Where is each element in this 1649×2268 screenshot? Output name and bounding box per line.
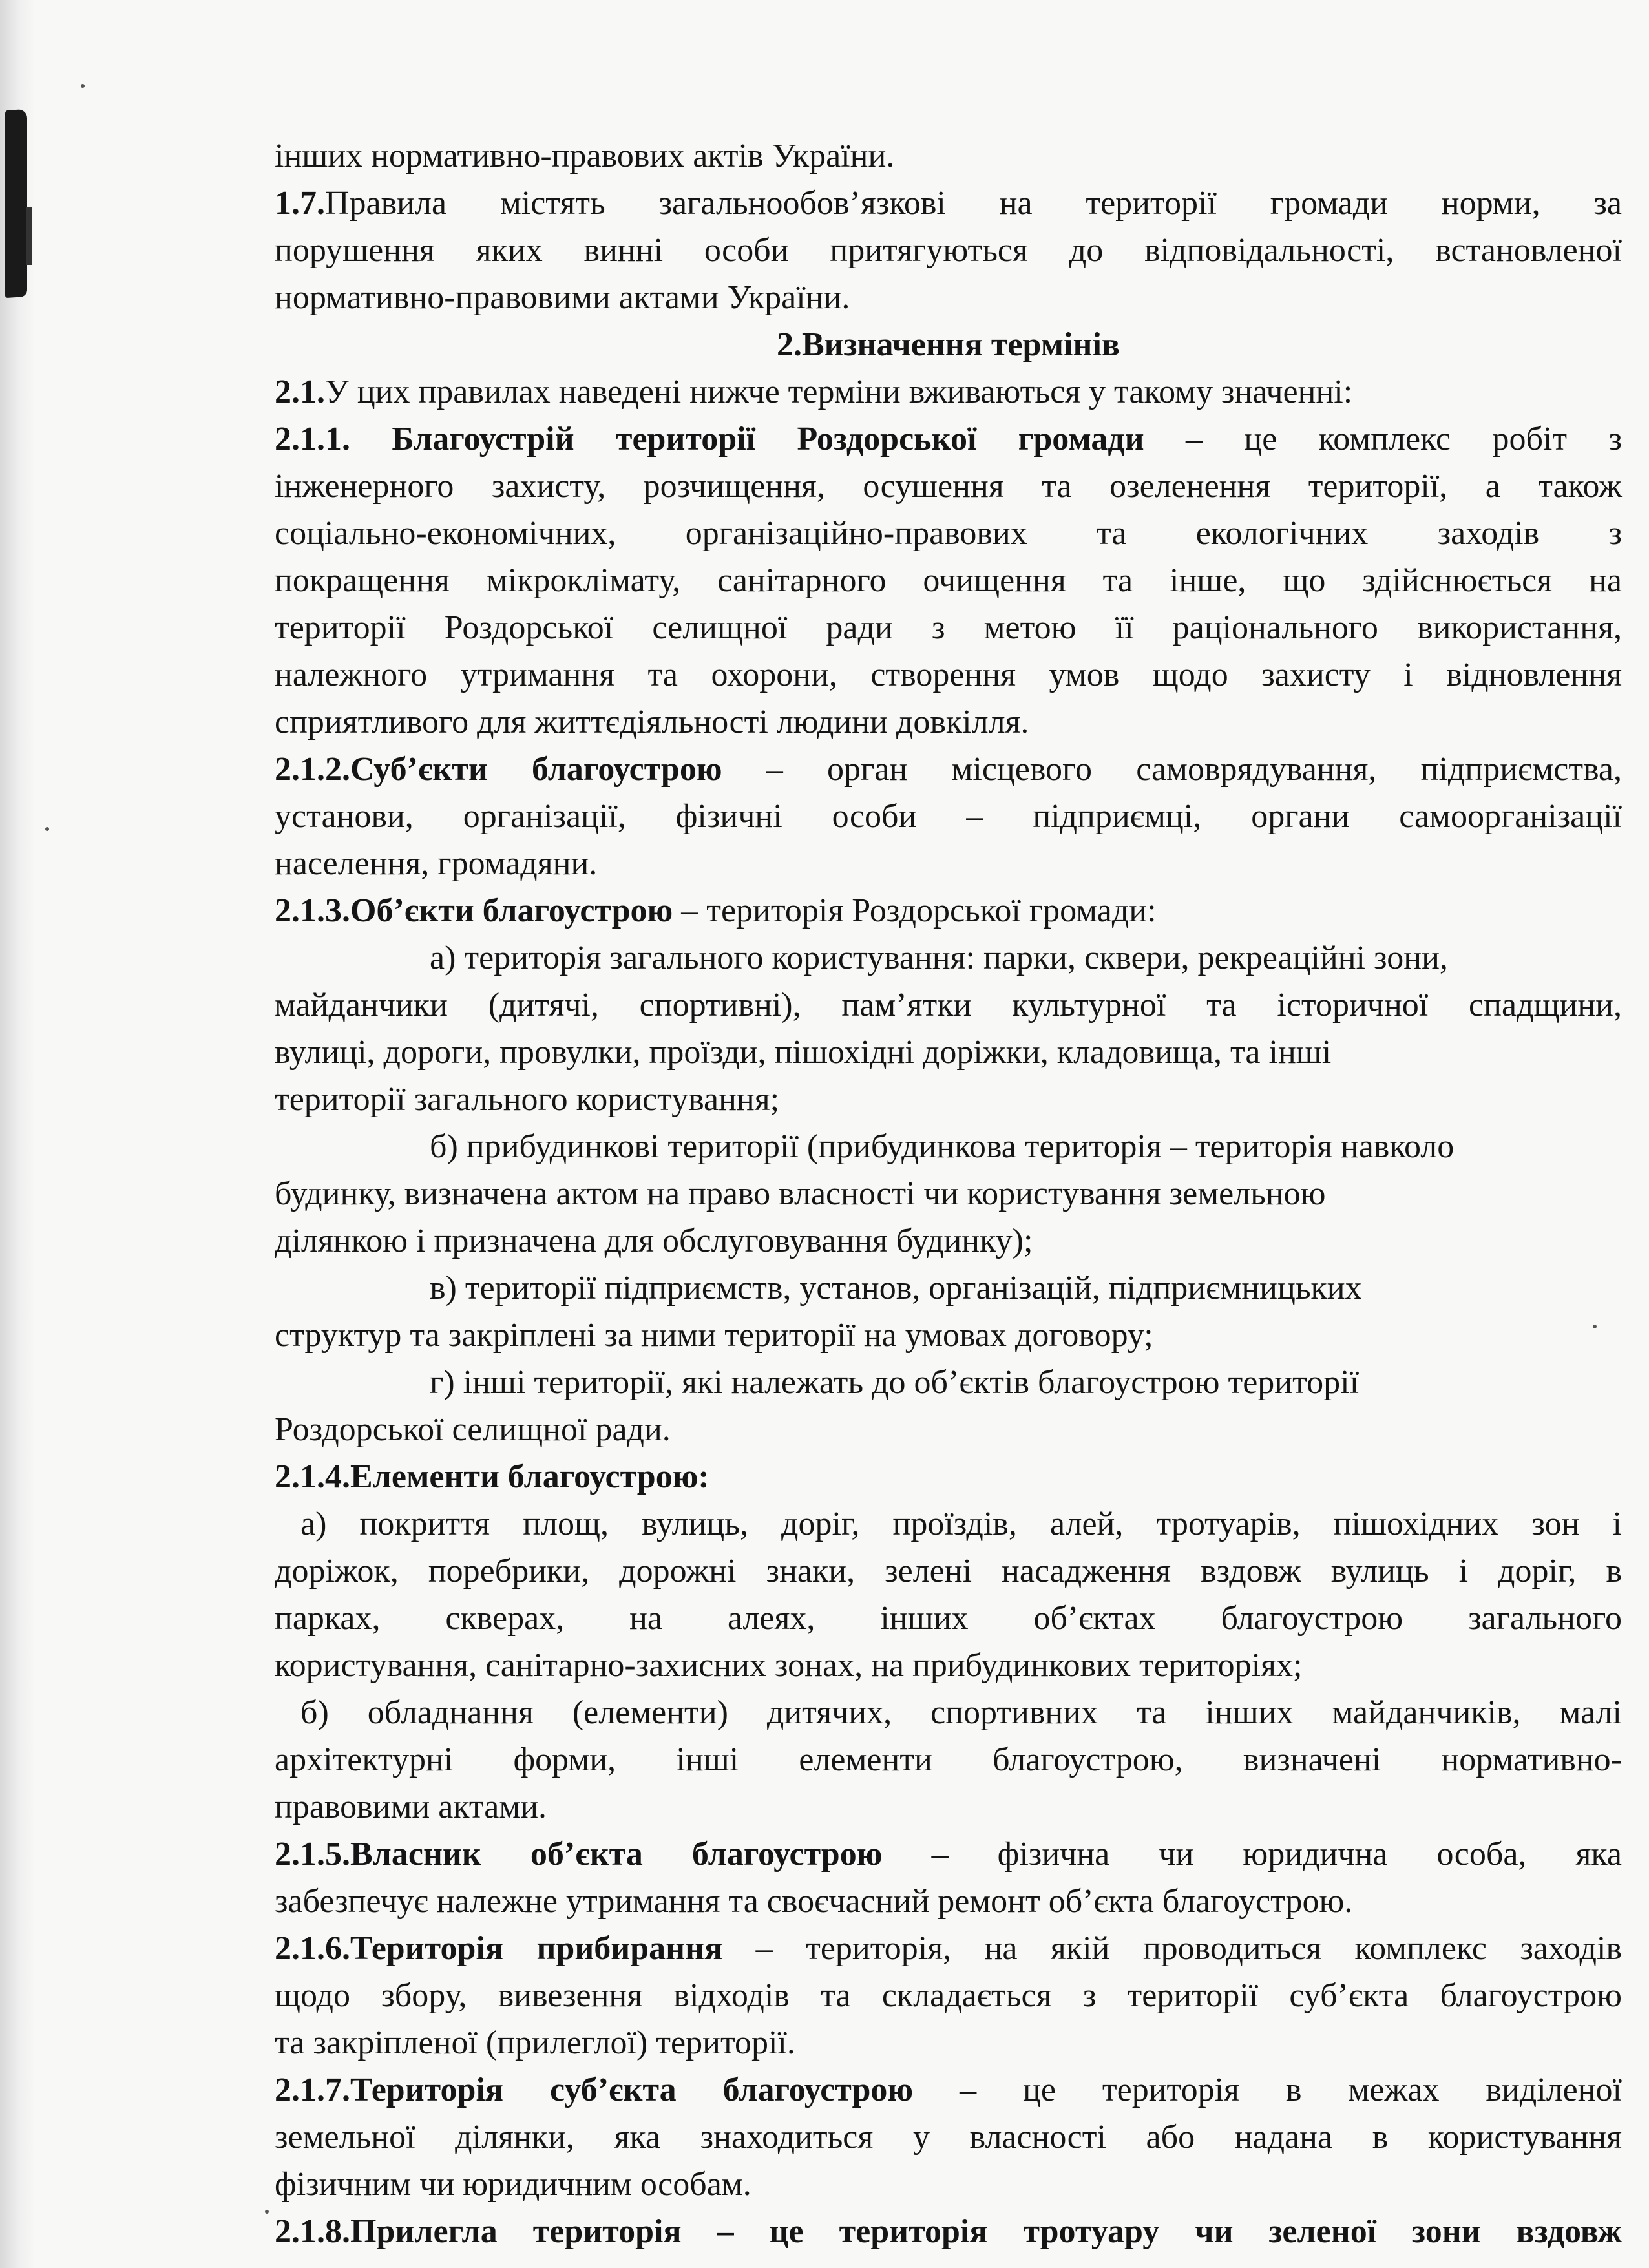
line-text: ділянкою і призначена для обслуговування будинку); (275, 1223, 1033, 1259)
line-text: б) обладнання (елементи) дитячих, спортивних та інших майданчиків, малі (300, 1694, 1622, 1731)
line-text: території загального користування; (275, 1081, 780, 1118)
document-line (275, 180, 1622, 227)
line-text: будинку, визначена актом на право власності чи користування земельною (275, 1175, 1326, 1212)
line-text: – це комплекс робіт з (1144, 421, 1622, 457)
line-text: г) інші території, які належать до об’єктів благоустрою території (430, 1364, 1360, 1401)
line-text: території Роздорської селищної ради з метою її раціонального використання, (275, 609, 1622, 646)
document-line (275, 1736, 1622, 1783)
binding-mark (5, 109, 27, 298)
document-line (275, 651, 1622, 698)
document-line (275, 1878, 1622, 1925)
term-heading: 2.1.8.Прилегла територія – це територія тротуару чи зеленої зони вздовж (275, 2213, 1622, 2250)
term-heading: 2.1.2.Суб’єкти благоустрою (275, 751, 722, 788)
document-line (275, 793, 1622, 840)
term-heading: 2.1.7.Територія суб’єкта благоустрою (275, 2072, 914, 2108)
line-text: вулиці, дороги, провулки, проїзди, пішохідні доріжки, кладовища, та інші (275, 1034, 1332, 1071)
document-line (275, 1642, 1622, 1689)
line-text: Роздорської селищної ради. (275, 1411, 671, 1448)
line-text: структур та закріплені за ними території на умовах договору; (275, 1317, 1153, 1354)
line-text: користування, санітарно-захисних зонах, на прибудинкових територіях; (275, 1647, 1303, 1684)
document-line (275, 1783, 1622, 1831)
scan-speck (81, 84, 85, 88)
term-heading: 2.1.3.Об’єкти благоустрою (275, 892, 673, 929)
line-text: архітектурні форми, інші елементи благоустрою, визначені нормативно- (275, 1741, 1622, 1778)
document-line (275, 982, 1622, 1029)
document-line (275, 1217, 1622, 1265)
term-heading: 2.1.6.Територія прибирання (275, 1930, 723, 1967)
line-text: а) покриття площ, вулиць, доріг, проїздів, алей, тротуарів, пішохідних зон і (300, 1506, 1622, 1542)
line-text: інших нормативно-правових актів України. (275, 138, 895, 174)
line-text: земельної ділянки, яка знаходиться у власності або надана в користування (275, 2119, 1622, 2156)
line-text: майданчики (дитячі, спортивні), пам’ятки культурної та історичної спадщини, (275, 987, 1622, 1024)
binding-mark-secondary (26, 207, 32, 265)
line-text: Правила містять загальнообов’язкові на території громади норми, за (325, 185, 1622, 222)
line-text: щодо збору, вивезення відходів та складається з території суб’єкта благоустрою (275, 1977, 1622, 2014)
document-line (275, 274, 1622, 321)
document-line (275, 604, 1622, 651)
line-text: – територія, на якій проводиться комплекс заходів (722, 1930, 1622, 1967)
document-line (275, 510, 1622, 557)
line-text: правовими актами. (275, 1789, 547, 1825)
line-text: У цих правилах наведені нижче терміни вживаються у такому значенні: (325, 373, 1353, 410)
line-text: населення, громадяни. (275, 845, 598, 882)
document-line (275, 132, 1622, 180)
section-title: 2.Визначення термінів (777, 326, 1120, 363)
line-text: в) території підприємств, установ, організацій, підприємницьких (430, 1270, 1362, 1307)
document-line (275, 2114, 1622, 2161)
document-line (275, 1359, 1622, 1406)
document-line (275, 1689, 1622, 1736)
line-text: соціально-економічних, організаційно-правових та екологічних заходів з (275, 515, 1622, 552)
line-text: парках, скверах, на алеях, інших об’єктах благоустрою загального (275, 1600, 1622, 1637)
document-line (275, 2208, 1622, 2255)
term-heading: 2.1.1. Благоустрій території Роздорської громади (275, 421, 1144, 457)
line-text: покращення мікроклімату, санітарного очищення та інше, що здійснюється на (275, 562, 1622, 599)
clause-number: 2.1. (275, 373, 325, 410)
line-text: належного утримання та охорони, створення умов щодо захисту і відновлення (275, 656, 1622, 693)
line-text: установи, організації, фізичні особи – підприємці, органи самоорганізації (275, 798, 1622, 835)
term-heading: 2.1.4.Елементи благоустрою: (275, 1458, 709, 1495)
line-text: забезпечує належне утримання та своєчасний ремонт об’єкта благоустрою. (275, 1883, 1353, 1920)
document-line (275, 557, 1622, 604)
document-line (275, 887, 1622, 934)
document-line (275, 321, 1622, 368)
document-line (275, 415, 1622, 463)
document-line (275, 368, 1622, 415)
line-text: – фізична чи юридична особа, яка (882, 1836, 1622, 1873)
line-text: а) територія загального користування: парки, сквери, рекреаційні зони, (430, 940, 1448, 976)
document-line (275, 1170, 1622, 1217)
line-text: доріжок, поребрики, дорожні знаки, зелені насадження вздовж вулиць і доріг, в (275, 1553, 1622, 1590)
document-line (275, 2161, 1622, 2208)
document-line (275, 2019, 1622, 2066)
document-body (275, 132, 1622, 2255)
line-text: інженерного захисту, розчищення, осушення та озеленення території, а також (275, 468, 1622, 505)
line-text: нормативно-правовими актами України. (275, 279, 850, 316)
document-line (275, 1265, 1622, 1312)
clause-number: 1.7. (275, 185, 325, 222)
scan-speck (45, 827, 49, 831)
document-line (275, 746, 1622, 793)
term-heading: 2.1.5.Власник об’єкта благоустрою (275, 1836, 883, 1873)
scan-speck (265, 2210, 269, 2214)
document-line (275, 1925, 1622, 1972)
document-line (275, 227, 1622, 274)
document-line (275, 1500, 1622, 1548)
line-text: фізичним чи юридичним особам. (275, 2166, 751, 2203)
document-line (275, 698, 1622, 746)
line-text: б) прибудинкові території (прибудинкова територія – територія навколо (430, 1128, 1455, 1165)
line-text: та закріпленої (прилеглої) території. (275, 2024, 795, 2061)
document-line (275, 463, 1622, 510)
scan-edge-shadow (0, 0, 36, 2268)
document-line (275, 840, 1622, 887)
line-text: – орган місцевого самоврядування, підприємства, (722, 751, 1622, 788)
line-text: порушення яких винні особи притягуються до відповідальності, встановленої (275, 232, 1622, 269)
document-line (275, 1029, 1622, 1076)
document-line (275, 934, 1622, 982)
document-line (275, 1831, 1622, 1878)
document-line (275, 1548, 1622, 1595)
document-line (275, 1123, 1622, 1170)
document-line (275, 2066, 1622, 2114)
document-line (275, 1972, 1622, 2019)
document-line (275, 1406, 1622, 1453)
line-text: сприятливого для життєдіяльності людини довкілля. (275, 704, 1029, 740)
document-line (275, 1453, 1622, 1500)
document-line (275, 1076, 1622, 1123)
line-text: – це територія в межах виділеної (913, 2072, 1622, 2108)
line-text: – територія Роздорської громади: (673, 892, 1157, 929)
document-line (275, 1595, 1622, 1642)
document-line (275, 1312, 1622, 1359)
